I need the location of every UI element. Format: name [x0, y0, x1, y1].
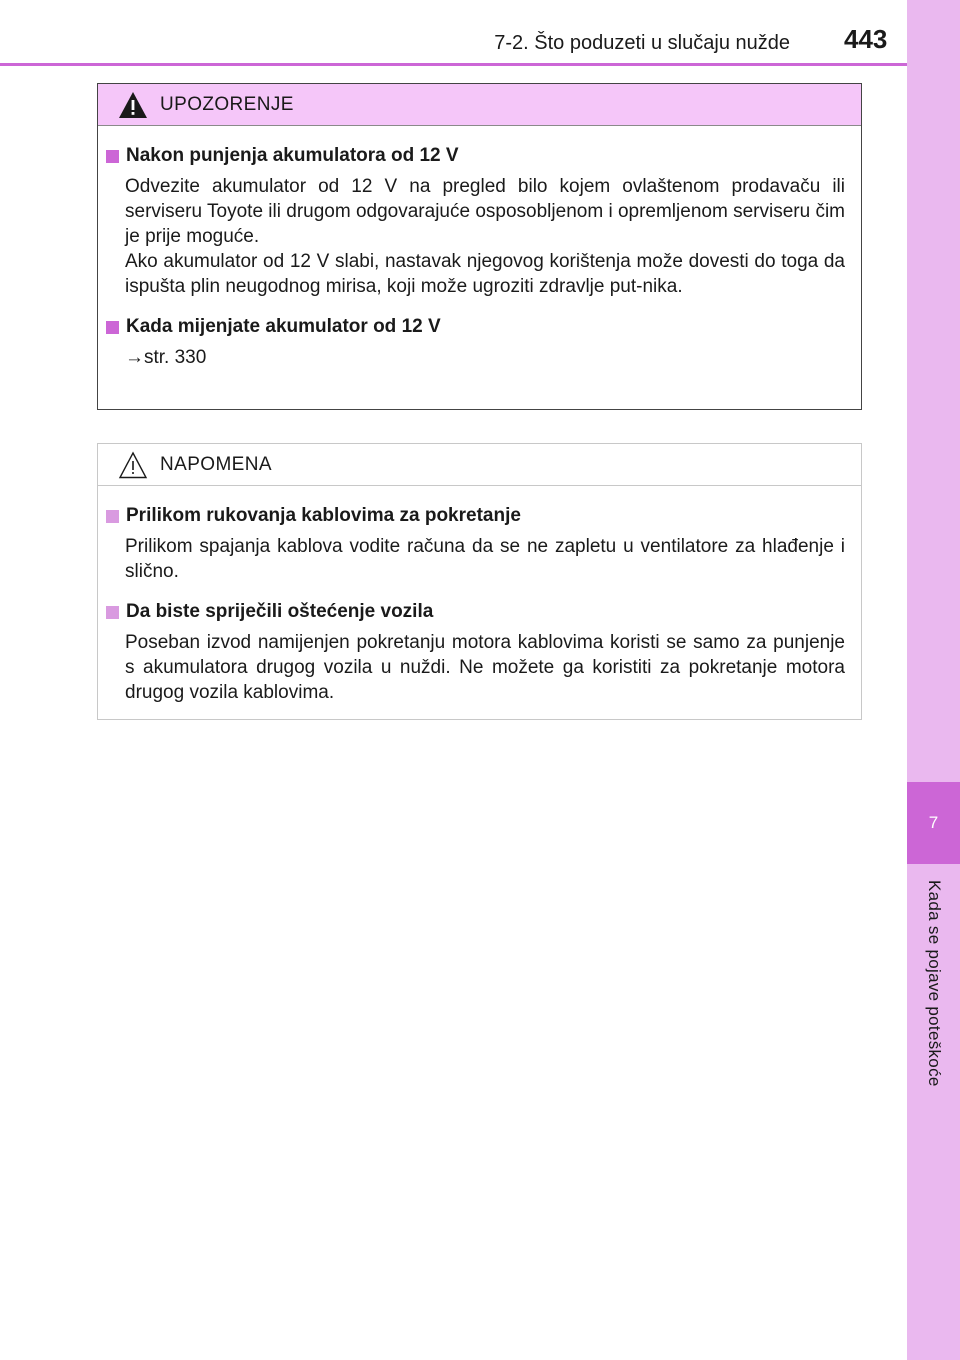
section-title: 7-2. Što poduzeti u slučaju nužde [494, 32, 790, 54]
caution-triangle-outline-icon [118, 451, 148, 479]
warning-heading: UPOZORENJE [160, 93, 294, 115]
page-reference-link[interactable]: →str. 330 [125, 347, 207, 368]
square-bullet-icon [106, 150, 119, 163]
warning-item-title: Nakon punjenja akumulatora od 12 V [126, 145, 459, 166]
notice-item-text: Prilikom spajanja kablova vodite računa da se ne zapletu u ventilatore za hlađenje i slično. [125, 536, 845, 582]
page-number: 443 [844, 24, 888, 54]
notice-item-text: Poseban izvod namijenjen pokretanju motora kablovima koristi se samo za punjenje s akumulatora drugog vozila u nuždi. Ne možete ga koristiti za pokretanje motora drugog vozila kablovima. [125, 632, 845, 703]
warning-item-text: Ako akumulator od 12 V slabi, nastavak njegovog korištenja može dovesti do toga da ispušta plin neugodnog mirisa, koji može ugroziti zdravlje put-nika. [125, 251, 845, 297]
warning-header [98, 84, 861, 126]
notice-item [106, 504, 845, 584]
chapter-number: 7 [907, 782, 960, 864]
notice-box [97, 443, 862, 720]
warning-item [106, 315, 845, 370]
notice-item-title: Prilikom rukovanja kablovima za pokretanje [126, 505, 521, 526]
side-tab [907, 0, 960, 1360]
notice-item [106, 600, 845, 705]
warning-item-title: Kada mijenjate akumulator od 12 V [126, 316, 441, 337]
square-bullet-icon [106, 606, 119, 619]
square-bullet-icon [106, 510, 119, 523]
header-rule [0, 63, 907, 66]
notice-header [98, 444, 861, 486]
notice-item-title: Da biste spriječili oštećenje vozila [126, 601, 434, 622]
warning-item [106, 144, 845, 299]
warning-item-text: Odvezite akumulator od 12 V na pregled bilo kojem ovlaštenom prodavaču ili serviseru Toyote ili drugom odgovarajuće osposobljenom i opremljenom serviseru čim je prije moguće. [125, 176, 845, 247]
notice-heading: NAPOMENA [160, 453, 272, 475]
square-bullet-icon [106, 321, 119, 334]
warning-box [97, 83, 862, 410]
warning-triangle-icon [118, 91, 148, 119]
chapter-title: Kada se pojave poteškoće [925, 880, 944, 1087]
